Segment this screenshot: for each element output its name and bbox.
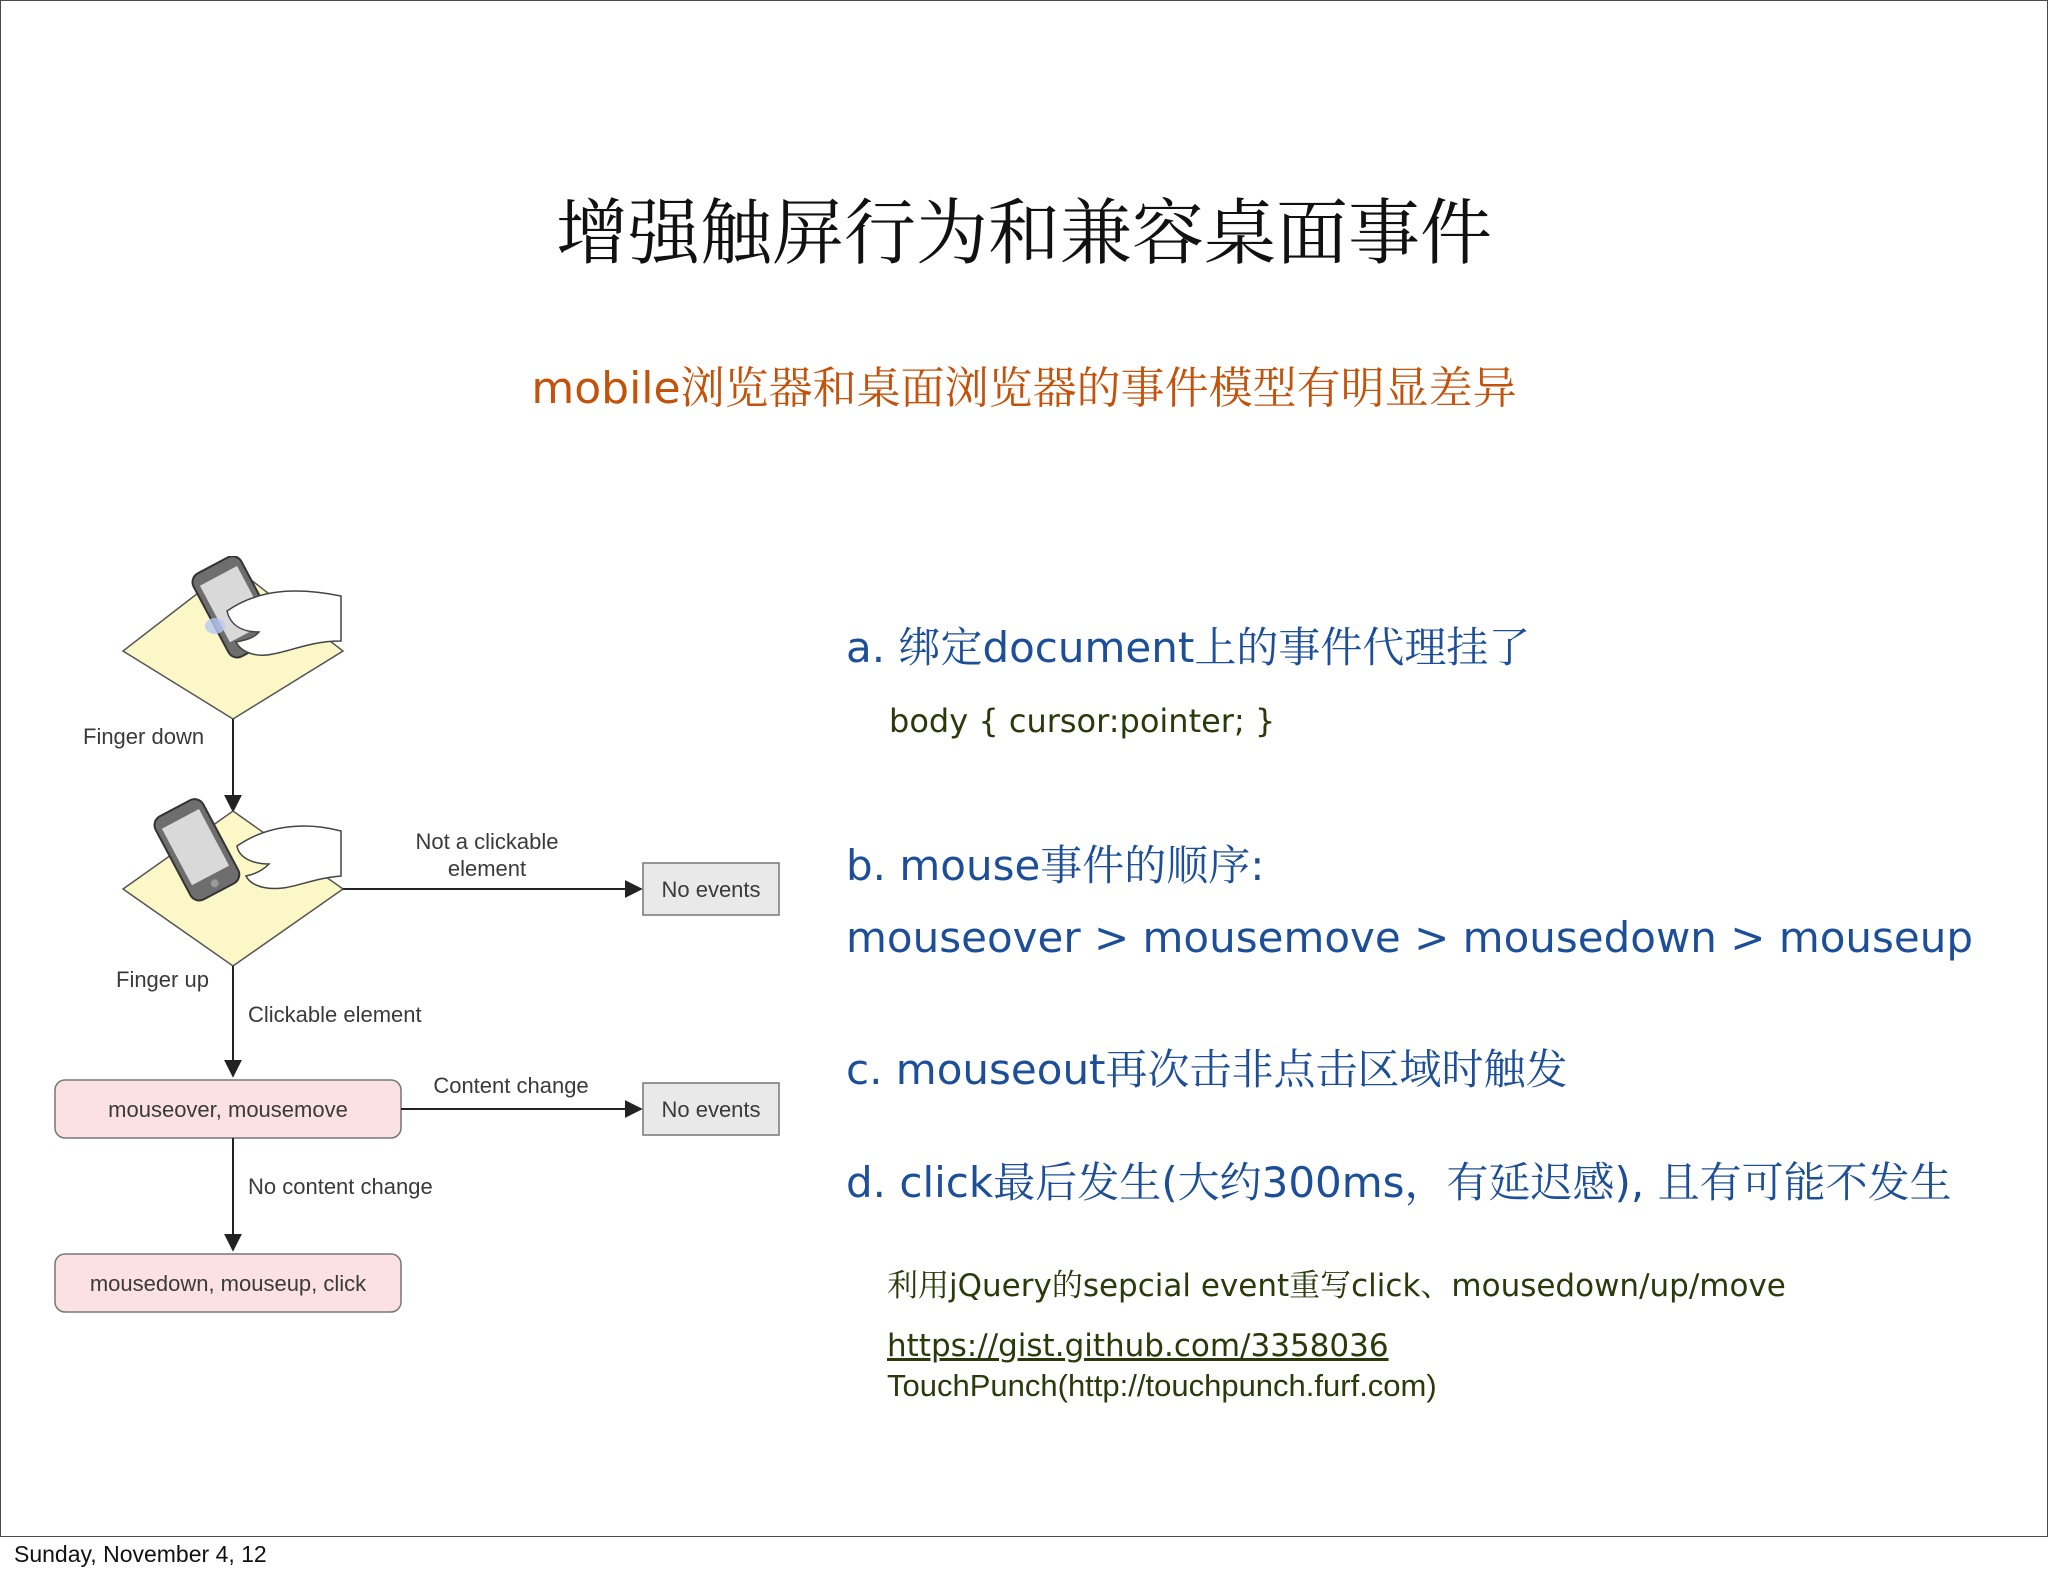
point-d: d. click最后发生(大约300ms，有延迟感), 且有可能不发生 [846,1158,1952,1207]
finger-up-label: Finger up [116,967,209,992]
finger-down-label: Finger down [83,724,205,749]
point-b-sequence: mouseover > mousemove > mousedown > mouseup [846,913,1974,962]
slide-subtitle: mobile浏览器和桌面浏览器的事件模型有明显差异 [531,363,1517,414]
point-c: c. mouseout再次击非点击区域时触发 [846,1045,1568,1094]
not-clickable-label-line2: element [447,856,527,881]
mouseover-mousemove-box [55,1080,401,1138]
gist-link[interactable]: https://gist.github.com/3358036 [887,1328,1389,1364]
touch-event-flow-diagram [41,556,801,1336]
content-change-label: Content change [433,1073,589,1098]
mousedown-mouseup-click-label: mousedown, mouseup, click [89,1271,367,1296]
point-b: b. mouse事件的顺序: [846,841,1265,890]
touchpunch-note: TouchPunch(http://touchpunch.furf.com) [887,1368,1437,1403]
mouseover-mousemove-label: mouseover, mousemove [108,1097,348,1122]
finger-down-decision [123,556,343,719]
point-a-code: body { cursor:pointer; } [889,702,1276,740]
not-clickable-label-line1: Not a clickable [415,829,559,854]
slide-title: 增强触屏行为和兼容桌面事件 [555,191,1492,275]
no-events-box-2 [643,1083,779,1135]
no-events-label-1: No events [661,877,761,902]
no-events-label-2: No events [661,1097,761,1122]
mousedown-mouseup-click-box [55,1254,401,1312]
jquery-note: 利用jQuery的sepcial event重写click、mousedown/up/move [887,1268,1786,1304]
no-events-box-1 [643,863,779,915]
point-a: a. 绑定document上的事件代理挂了 [846,623,1531,672]
finger-up-decision [123,796,343,966]
clickable-element-label: Clickable element [248,1002,422,1027]
no-content-change-label: No content change [248,1174,433,1199]
footer-date: Sunday, November 4, 12 [14,1541,267,1567]
